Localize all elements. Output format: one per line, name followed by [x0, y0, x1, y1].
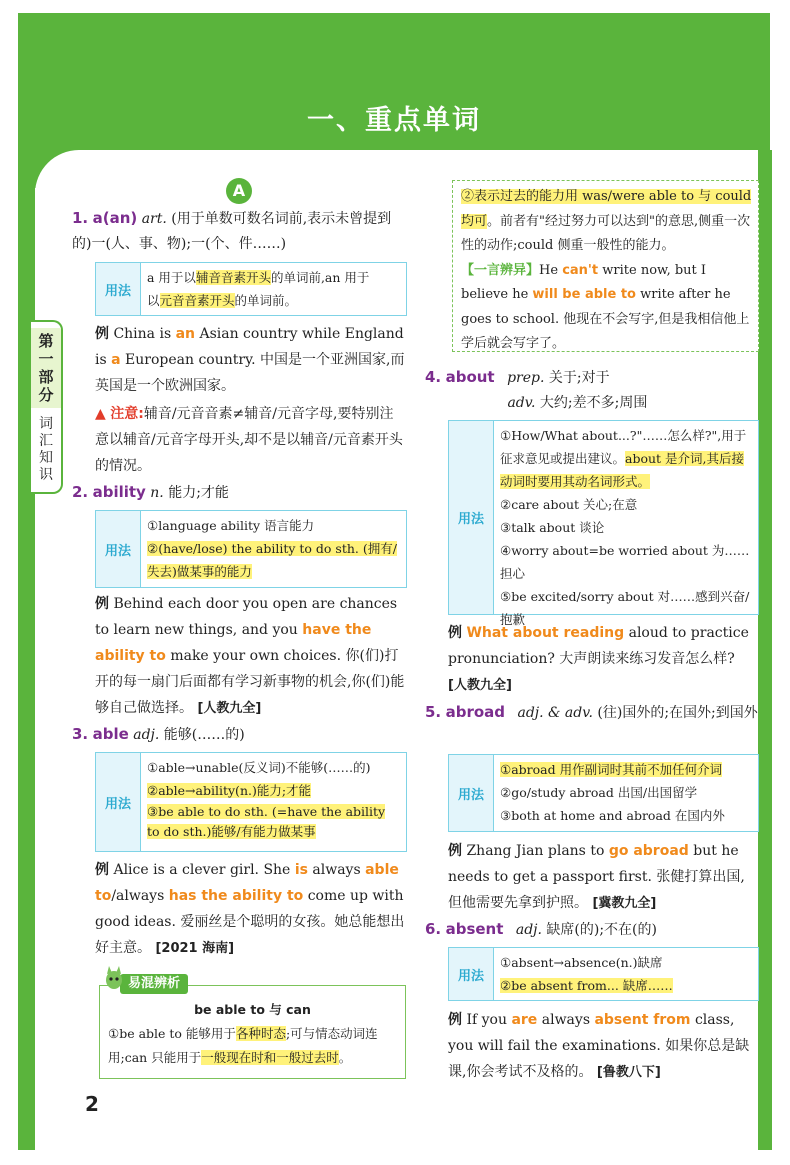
- usage-item: ③both at home and abroad 在国内外: [500, 808, 725, 823]
- usage-item: ①absent→absence(n.)缺席: [500, 955, 663, 970]
- source-tag: [人教九全]: [197, 701, 262, 716]
- usage-item: ④worry about=be worried about 为……担心: [500, 543, 750, 581]
- usage-highlight: ②(have/lose) the ability to do sth. (拥有/失去)做某事的能力: [147, 541, 397, 579]
- usage-box-ability: [95, 510, 407, 588]
- part-of-speech: adj.: [133, 727, 160, 743]
- usage-highlight: about 是介词,其后接动词时要用其动名词形式。: [500, 451, 745, 489]
- example-highlight: are: [511, 1012, 538, 1028]
- example-text: aloud to practice pronunciation? 大声朗读来练习发音怎么样?: [448, 625, 749, 667]
- example-text: China is: [113, 326, 172, 342]
- entry-number: 3.: [72, 725, 89, 743]
- entry-ability: [72, 480, 407, 506]
- part-of-speech: adj. & adv.: [517, 705, 593, 721]
- usage-label: 用法: [96, 753, 141, 851]
- example-label: 例: [448, 625, 462, 641]
- entry-word: able: [92, 725, 129, 743]
- tip-text-part: ①be able to 能够用于: [108, 1026, 236, 1041]
- phrase-highlight: can't: [562, 262, 599, 278]
- entry-word: absent: [445, 920, 504, 938]
- page-number: 2: [85, 1092, 99, 1116]
- note-a: [95, 401, 407, 479]
- usage-label: 用法: [449, 421, 494, 614]
- definition: (往)国外的;在国外;到国外: [597, 705, 758, 721]
- example-text: class, you will fail the examinations. 如果你总是缺课,你会考试不及格的。: [448, 1012, 750, 1080]
- example-text: Asian country while England is: [95, 326, 404, 368]
- example-a: [95, 321, 407, 399]
- entry-number: 4.: [425, 368, 442, 386]
- phrase-text: write after he goes to school. 他现在不会写字,但是我相信他上学后就会写字了。: [461, 287, 750, 351]
- side-tab: [31, 320, 63, 494]
- tip-highlight: 一般现在时和一般过去时: [201, 1050, 339, 1065]
- continuation-body: 。前者有"经过努力可以达到"的意思,侧重一次性的动作;could 侧重一般性的能力。: [461, 213, 751, 253]
- entry-word: ability: [92, 483, 146, 501]
- usage-body: [494, 948, 758, 1000]
- definition: 大约;差不多;周围: [539, 395, 648, 411]
- usage-body: [141, 263, 406, 315]
- entry-able: [72, 722, 407, 748]
- phrase-highlight: will be able to: [532, 287, 636, 302]
- part-of-speech: prep.: [507, 370, 545, 386]
- continuation-box: [452, 180, 759, 352]
- example-highlight: has the ability to: [168, 888, 304, 904]
- example-label: 例: [95, 596, 109, 612]
- phrase-text: He: [539, 262, 559, 278]
- usage-item: ①How/What about...?"……怎么样?",用于征求意见或提出建议。: [500, 428, 747, 466]
- entry-number: 6.: [425, 920, 442, 938]
- usage-box-a: [95, 262, 407, 316]
- part-of-speech: n.: [150, 485, 164, 501]
- usage-item: ⑤be excited/sorry about 对……感到兴奋/抱歉: [500, 589, 750, 627]
- example-label: 例: [448, 843, 462, 859]
- part-of-speech: adv.: [507, 395, 536, 411]
- entry-number: 1.: [72, 209, 89, 227]
- entry-word: abroad: [445, 703, 506, 721]
- example-able: [95, 857, 407, 962]
- usage-highlight: 元音音素开头: [159, 293, 235, 308]
- usage-box-absent: [448, 947, 759, 1001]
- tip-text: [108, 1022, 399, 1070]
- usage-highlight: ②be absent from... 缺席……: [500, 978, 673, 993]
- phrase-label: 【一言辨异】: [461, 262, 540, 278]
- entry-word: a(an): [92, 209, 138, 227]
- example-label: 例: [448, 1012, 462, 1028]
- usage-text: 以: [147, 293, 160, 308]
- tip-text-part: 。: [338, 1050, 352, 1065]
- usage-highlight: ③be able to do sth. (=have the ability to do sth.)能够/有能力做某事: [147, 804, 386, 839]
- usage-box-able: [95, 752, 407, 852]
- example-text: Zhang Jian plans to: [466, 843, 605, 859]
- usage-box-abroad: [448, 754, 759, 832]
- warning-icon: ▲: [95, 406, 106, 422]
- continuation-highlight: ②表示过去的能力用 was/were able to 与 could 均可: [461, 189, 752, 229]
- page-title: 一、重点单词: [307, 105, 481, 136]
- example-highlight: go abroad: [608, 843, 689, 859]
- example-abroad: [448, 838, 758, 917]
- usage-label: 用法: [96, 511, 141, 587]
- example-text: European country. 中国是一个亚洲国家,而英国是一个欧洲国家。: [95, 352, 405, 394]
- usage-body: [494, 755, 758, 831]
- usage-label: 用法: [96, 263, 141, 315]
- part-of-speech: art.: [141, 211, 167, 227]
- entry-word: about: [445, 368, 495, 386]
- entry-about: [425, 365, 760, 416]
- example-highlight: have the ability to: [95, 622, 372, 664]
- example-text: If you: [466, 1012, 507, 1028]
- tip-highlight: 各种时态: [235, 1026, 286, 1041]
- entry-absent: [425, 917, 760, 943]
- example-highlight: able to: [95, 862, 399, 904]
- example-text: Behind each door you open are chances to learn new things, and you: [95, 596, 398, 638]
- side-tab-part: 第一部分: [31, 328, 61, 408]
- source-tag: [人教九全]: [448, 678, 512, 693]
- example-highlight: is: [294, 862, 308, 878]
- usage-item: ①able→unable(反义词)不能够(……的): [147, 760, 371, 775]
- example-text: Alice is a clever girl. She: [113, 862, 291, 878]
- usage-box-about: [448, 420, 759, 627]
- source-tag: [鲁教八下]: [596, 1065, 661, 1080]
- usage-item: ①language ability 语言能力: [147, 518, 315, 533]
- definition: 能够(……的): [163, 727, 245, 743]
- example-highlight: absent from: [594, 1012, 691, 1028]
- definition: 能力;才能: [168, 485, 229, 501]
- definition: 关于;对于: [548, 370, 610, 386]
- usage-highlight: ②able→ability(n.)能力;才能: [147, 783, 312, 798]
- example-label: 例: [95, 862, 109, 878]
- note-text: 辅音/元音音素≠辅音/元音字母,要特别注意以辅音/元音字母开头,却不是以辅音/元音素开头的情况。: [95, 406, 403, 474]
- example-text: /always: [111, 888, 165, 904]
- example-text: but he needs to get a passport first. 张健打算出国,但他需要先拿到护照。: [448, 843, 745, 911]
- example-highlight: a: [111, 352, 121, 368]
- letter-badge: A: [226, 178, 252, 204]
- tip-title: be able to 与 can: [194, 1002, 311, 1017]
- tip-box: [99, 985, 406, 1079]
- usage-item: ②go/study abroad 出国/出国留学: [500, 785, 698, 800]
- source-tag: [2021 海南]: [155, 941, 235, 956]
- tip-label: 易混辨析: [120, 974, 188, 994]
- definition: (用于单数可数名词前,表示未曾提到的)一(人、事、物);一(个、件……): [72, 211, 392, 252]
- example-ability: [95, 591, 407, 722]
- usage-text: 的单词前。: [234, 293, 298, 308]
- entry-abroad: [425, 700, 760, 726]
- usage-label: 用法: [449, 948, 494, 1000]
- example-label: 例: [95, 326, 109, 342]
- definition: 缺席(的);不在(的): [546, 922, 657, 938]
- example-highlight: What about reading: [466, 625, 625, 641]
- tip-text-part: ;可与情态动词连用;can 只能用于: [108, 1026, 378, 1065]
- example-text: make your own choices. 你(们)打开的每一扇门后面都有学习新事物的机会,你(们)能够自己做选择。: [95, 648, 405, 716]
- usage-body: [141, 511, 406, 587]
- side-tab-section: 词汇知识: [39, 416, 53, 483]
- note-label: 注意:: [110, 406, 144, 422]
- entry-number: 2.: [72, 483, 89, 501]
- example-about: [448, 620, 758, 699]
- example-text: always: [541, 1012, 590, 1028]
- usage-item: ③talk about 谈论: [500, 520, 605, 535]
- entry-a: [72, 206, 407, 257]
- example-text: come up with good ideas. 爱丽丝是个聪明的女孩。她总能想出好主意。: [95, 888, 405, 956]
- usage-label: 用法: [449, 755, 494, 831]
- entry-number: 5.: [425, 703, 442, 721]
- right-border: [758, 150, 772, 1150]
- continuation-text: [461, 185, 752, 357]
- example-text: always: [312, 862, 361, 878]
- example-highlight: an: [175, 326, 196, 342]
- part-of-speech: adj.: [515, 922, 542, 938]
- usage-text: a 用于以: [147, 270, 196, 285]
- phrase-text: write now, but I believe he: [461, 262, 707, 302]
- usage-body: [494, 421, 758, 627]
- mascot-icon: [104, 966, 124, 992]
- example-absent: [448, 1007, 758, 1086]
- usage-highlight: 辅音音素开头: [195, 270, 271, 285]
- source-tag: [冀教九全]: [592, 896, 657, 911]
- usage-text: 的单词前,an 用于: [270, 270, 370, 285]
- usage-item: ②care about 关心;在意: [500, 497, 638, 512]
- usage-body: [141, 753, 406, 851]
- usage-highlight: ①abroad 用作副词时其前不加任何介词: [500, 762, 723, 777]
